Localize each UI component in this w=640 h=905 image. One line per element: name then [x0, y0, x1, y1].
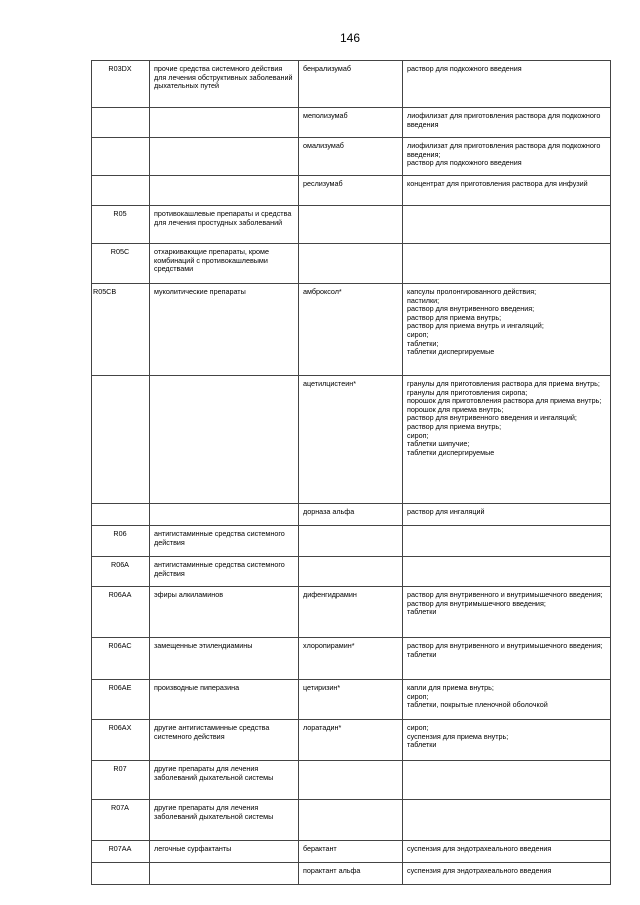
- dosage-form-cell: гранулы для приготовления раствора для приема внутрь; гранулы для приготовления сиропа; порошок для приготовления раствора для приема внутрь; порошок для приема внутрь; раствор для внутривенного введения и ингаляций; раствор для приема внутрь; сироп; таблетки шипучие; таблетки диспергируемые: [403, 376, 611, 504]
- drug-cell: реслизумаб: [299, 176, 403, 206]
- table-row: [92, 638, 611, 680]
- dosage-form-cell: раствор для внутривенного и внутримышечного введения; раствор для внутримышечного введения; таблетки: [403, 587, 611, 638]
- table-row: [92, 863, 611, 885]
- group-cell: прочие средства системного действия для лечения обструктивных заболеваний дыхательных путей: [150, 61, 299, 108]
- table-row: [92, 284, 611, 376]
- drug-cell: [299, 526, 403, 557]
- atc-code-cell: R06: [92, 526, 150, 557]
- drug-cell: цетиризин*: [299, 680, 403, 720]
- group-cell: легочные сурфактанты: [150, 841, 299, 863]
- dosage-form-cell: концентрат для приготовления раствора для инфузий: [403, 176, 611, 206]
- dosage-form-cell: капсулы пролонгированного действия; пастилки; раствор для внутривенного введения; раствор для приема внутрь; раствор для приема внутрь и ингаляций; сироп; таблетки; таблетки диспергируемые: [403, 284, 611, 376]
- dosage-form-cell: [403, 557, 611, 587]
- drug-cell: ацетилцистеин*: [299, 376, 403, 504]
- atc-code-cell: R07A: [92, 800, 150, 841]
- atc-code-cell: R07: [92, 761, 150, 800]
- group-cell: [150, 108, 299, 138]
- atc-code-cell: R06AX: [92, 720, 150, 761]
- table-row: [92, 841, 611, 863]
- drug-cell: [299, 761, 403, 800]
- dosage-form-cell: [403, 526, 611, 557]
- atc-code-cell: [92, 376, 150, 504]
- drug-cell: омализумаб: [299, 138, 403, 176]
- dosage-form-cell: раствор для подкожного введения: [403, 61, 611, 108]
- atc-code-cell: R06AC: [92, 638, 150, 680]
- table-row: [92, 244, 611, 284]
- drug-cell: лоратадин*: [299, 720, 403, 761]
- group-cell: другие антигистаминные средства системного действия: [150, 720, 299, 761]
- table-row: [92, 108, 611, 138]
- table-row: [92, 587, 611, 638]
- atc-code-cell: [92, 108, 150, 138]
- atc-code-cell: R06A: [92, 557, 150, 587]
- drug-cell: порактант альфа: [299, 863, 403, 885]
- group-cell: производные пиперазина: [150, 680, 299, 720]
- drug-cell: меполизумаб: [299, 108, 403, 138]
- dosage-form-cell: [403, 206, 611, 244]
- atc-code-cell: [92, 863, 150, 885]
- group-cell: отхаркивающие препараты, кроме комбинаций с противокашлевыми средствами: [150, 244, 299, 284]
- atc-code-cell: R05: [92, 206, 150, 244]
- table-row: [92, 761, 611, 800]
- atc-code-cell: [92, 504, 150, 526]
- table-row: [92, 206, 611, 244]
- group-cell: замещенные этилендиамины: [150, 638, 299, 680]
- drug-cell: бенрализумаб: [299, 61, 403, 108]
- medication-table: [91, 60, 611, 885]
- atc-code-cell: R03DX: [92, 61, 150, 108]
- group-cell: противокашлевые препараты и средства для лечения простудных заболеваний: [150, 206, 299, 244]
- dosage-form-cell: сироп; суспензия для приема внутрь; таблетки: [403, 720, 611, 761]
- group-cell: муколитические препараты: [150, 284, 299, 376]
- drug-cell: [299, 244, 403, 284]
- group-cell: другие препараты для лечения заболеваний дыхательной системы: [150, 761, 299, 800]
- table-row: [92, 504, 611, 526]
- group-cell: [150, 504, 299, 526]
- table-row: [92, 800, 611, 841]
- atc-code-cell: R06AE: [92, 680, 150, 720]
- atc-code-cell: R07AA: [92, 841, 150, 863]
- group-cell: [150, 176, 299, 206]
- table-row: [92, 138, 611, 176]
- drug-cell: дифенгидрамин: [299, 587, 403, 638]
- group-cell: [150, 138, 299, 176]
- table-row: [92, 61, 611, 108]
- dosage-form-cell: [403, 244, 611, 284]
- atc-code-cell: [92, 176, 150, 206]
- group-cell: [150, 863, 299, 885]
- table-row: [92, 557, 611, 587]
- atc-code-cell: R05CB: [92, 284, 150, 376]
- atc-code-cell: R06AA: [92, 587, 150, 638]
- dosage-form-cell: лиофилизат для приготовления раствора для подкожного введения: [403, 108, 611, 138]
- drug-cell: амброксол*: [299, 284, 403, 376]
- dosage-form-cell: раствор для внутривенного и внутримышечного введения; таблетки: [403, 638, 611, 680]
- atc-code-cell: R05C: [92, 244, 150, 284]
- group-cell: антигистаминные средства системного действия: [150, 557, 299, 587]
- dosage-form-cell: раствор для ингаляций: [403, 504, 611, 526]
- dosage-form-cell: капли для приема внутрь; сироп; таблетки, покрытые пленочной оболочкой: [403, 680, 611, 720]
- drug-cell: [299, 800, 403, 841]
- group-cell: эфиры алкиламинов: [150, 587, 299, 638]
- drug-cell: [299, 206, 403, 244]
- dosage-form-cell: лиофилизат для приготовления раствора для подкожного введения; раствор для подкожного введения: [403, 138, 611, 176]
- table-row: [92, 176, 611, 206]
- table-row: [92, 680, 611, 720]
- table-row: [92, 526, 611, 557]
- group-cell: другие препараты для лечения заболеваний дыхательной системы: [150, 800, 299, 841]
- dosage-form-cell: [403, 800, 611, 841]
- group-cell: [150, 376, 299, 504]
- drug-cell: дорназа альфа: [299, 504, 403, 526]
- dosage-form-cell: суспензия для эндотрахеального введения: [403, 863, 611, 885]
- drug-cell: [299, 557, 403, 587]
- page-number: 146: [339, 31, 361, 45]
- table-row: [92, 720, 611, 761]
- table-row: [92, 376, 611, 504]
- drug-cell: хлоропирамин*: [299, 638, 403, 680]
- drug-cell: берактант: [299, 841, 403, 863]
- dosage-form-cell: суспензия для эндотрахеального введения: [403, 841, 611, 863]
- atc-code-cell: [92, 138, 150, 176]
- dosage-form-cell: [403, 761, 611, 800]
- group-cell: антигистаминные средства системного действия: [150, 526, 299, 557]
